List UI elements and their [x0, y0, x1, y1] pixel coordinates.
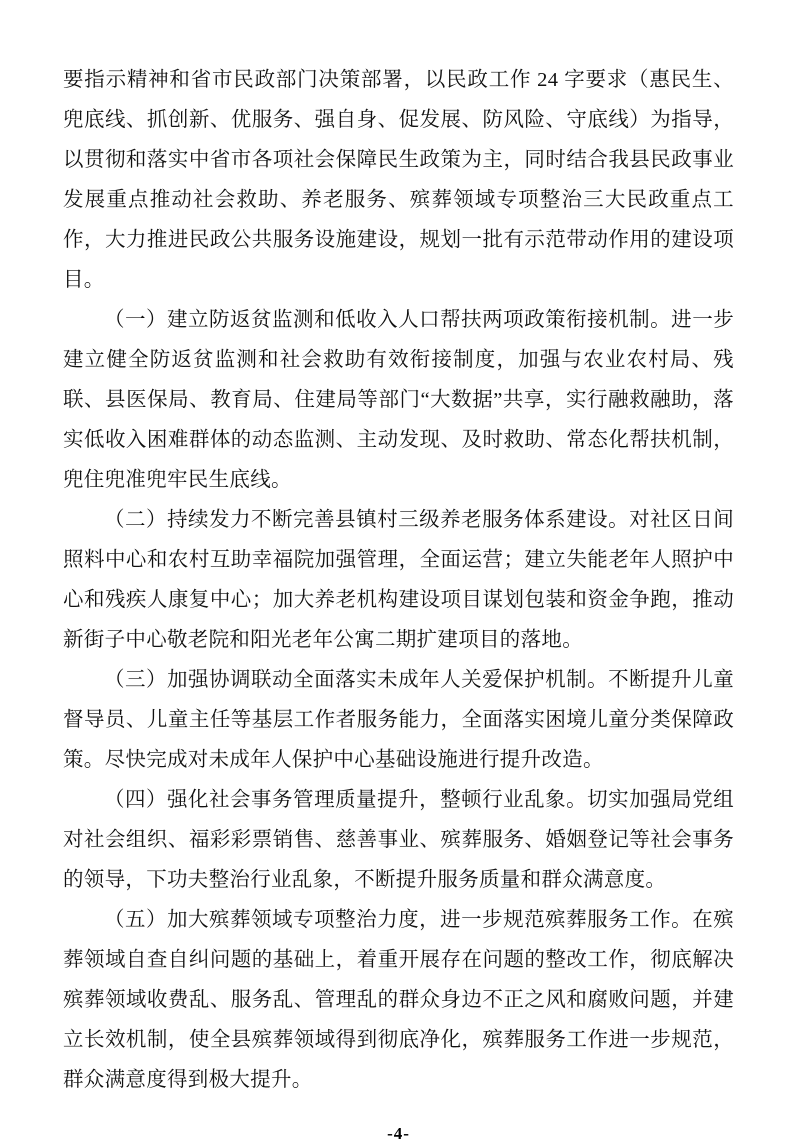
page-footer	[63, 1124, 734, 1144]
page-number: -4-	[387, 1124, 410, 1143]
paragraph-item-5: （五）加大殡葬领域专项整治力度，进一步规范殡葬服务工作。在殡葬领域自查自纠问题的基础上，着重开展存在问题的整改工作，彻底解决殡葬领域收费乱、服务乱、管理乱的群众身边不正之风和腐败问题，并建立长效机制，使全县殡葬领域得到彻底净化，殡葬服务工作进一步规范，群众满意度得到极大提升。	[63, 909, 734, 1091]
paragraph-continuation: 要指示精神和省市民政部门决策部署，以民政工作 24 字要求（惠民生、兜底线、抓创新、优服务、强自身、促发展、防风险、守底线）为指导，以贯彻和落实中省市各项社会保障民生政策为主，同时结合我县民政事业发展重点推动社会救助、养老服务、殡葬领域专项整治三大民政重点工作，大力推进民政公共服务设施建设，规划一批有示范带动作用的建设项目。	[63, 69, 734, 291]
paragraph-item-3: （三）加强协调联动全面落实未成年人关爱保护机制。不断提升儿童督导员、儿童主任等基层工作者服务能力，全面落实困境儿童分类保障政策。尽快完成对未成年人保护中心基础设施进行提升改造。	[63, 669, 734, 771]
paragraph-item-1: （一）建立防返贫监测和低收入人口帮扶两项政策衔接机制。进一步建立健全防返贫监测和社会救助有效衔接制度，加强与农业农村局、残联、县医保局、教育局、住建局等部门“大数据”共享，实行融救融助，落实低收入困难群体的动态监测、主动发现、及时救助、常态化帮扶机制，兜住兜准兜牢民生底线。	[63, 309, 734, 491]
paragraph-item-2: （二）持续发力不断完善县镇村三级养老服务体系建设。对社区日间照料中心和农村互助幸福院加强管理，全面运营；建立失能老年人照护中心和残疾人康复中心；加大养老机构建设项目谋划包装和资金争跑，推动新街子中心敬老院和阳光老年公寓二期扩建项目的落地。	[63, 509, 734, 651]
paragraph-item-4: （四）强化社会事务管理质量提升，整顿行业乱象。切实加强局党组对社会组织、福彩彩票销售、慈善事业、殡葬服务、婚姻登记等社会事务的领导，下功夫整治行业乱象，不断提升服务质量和群众满意度。	[63, 789, 734, 891]
